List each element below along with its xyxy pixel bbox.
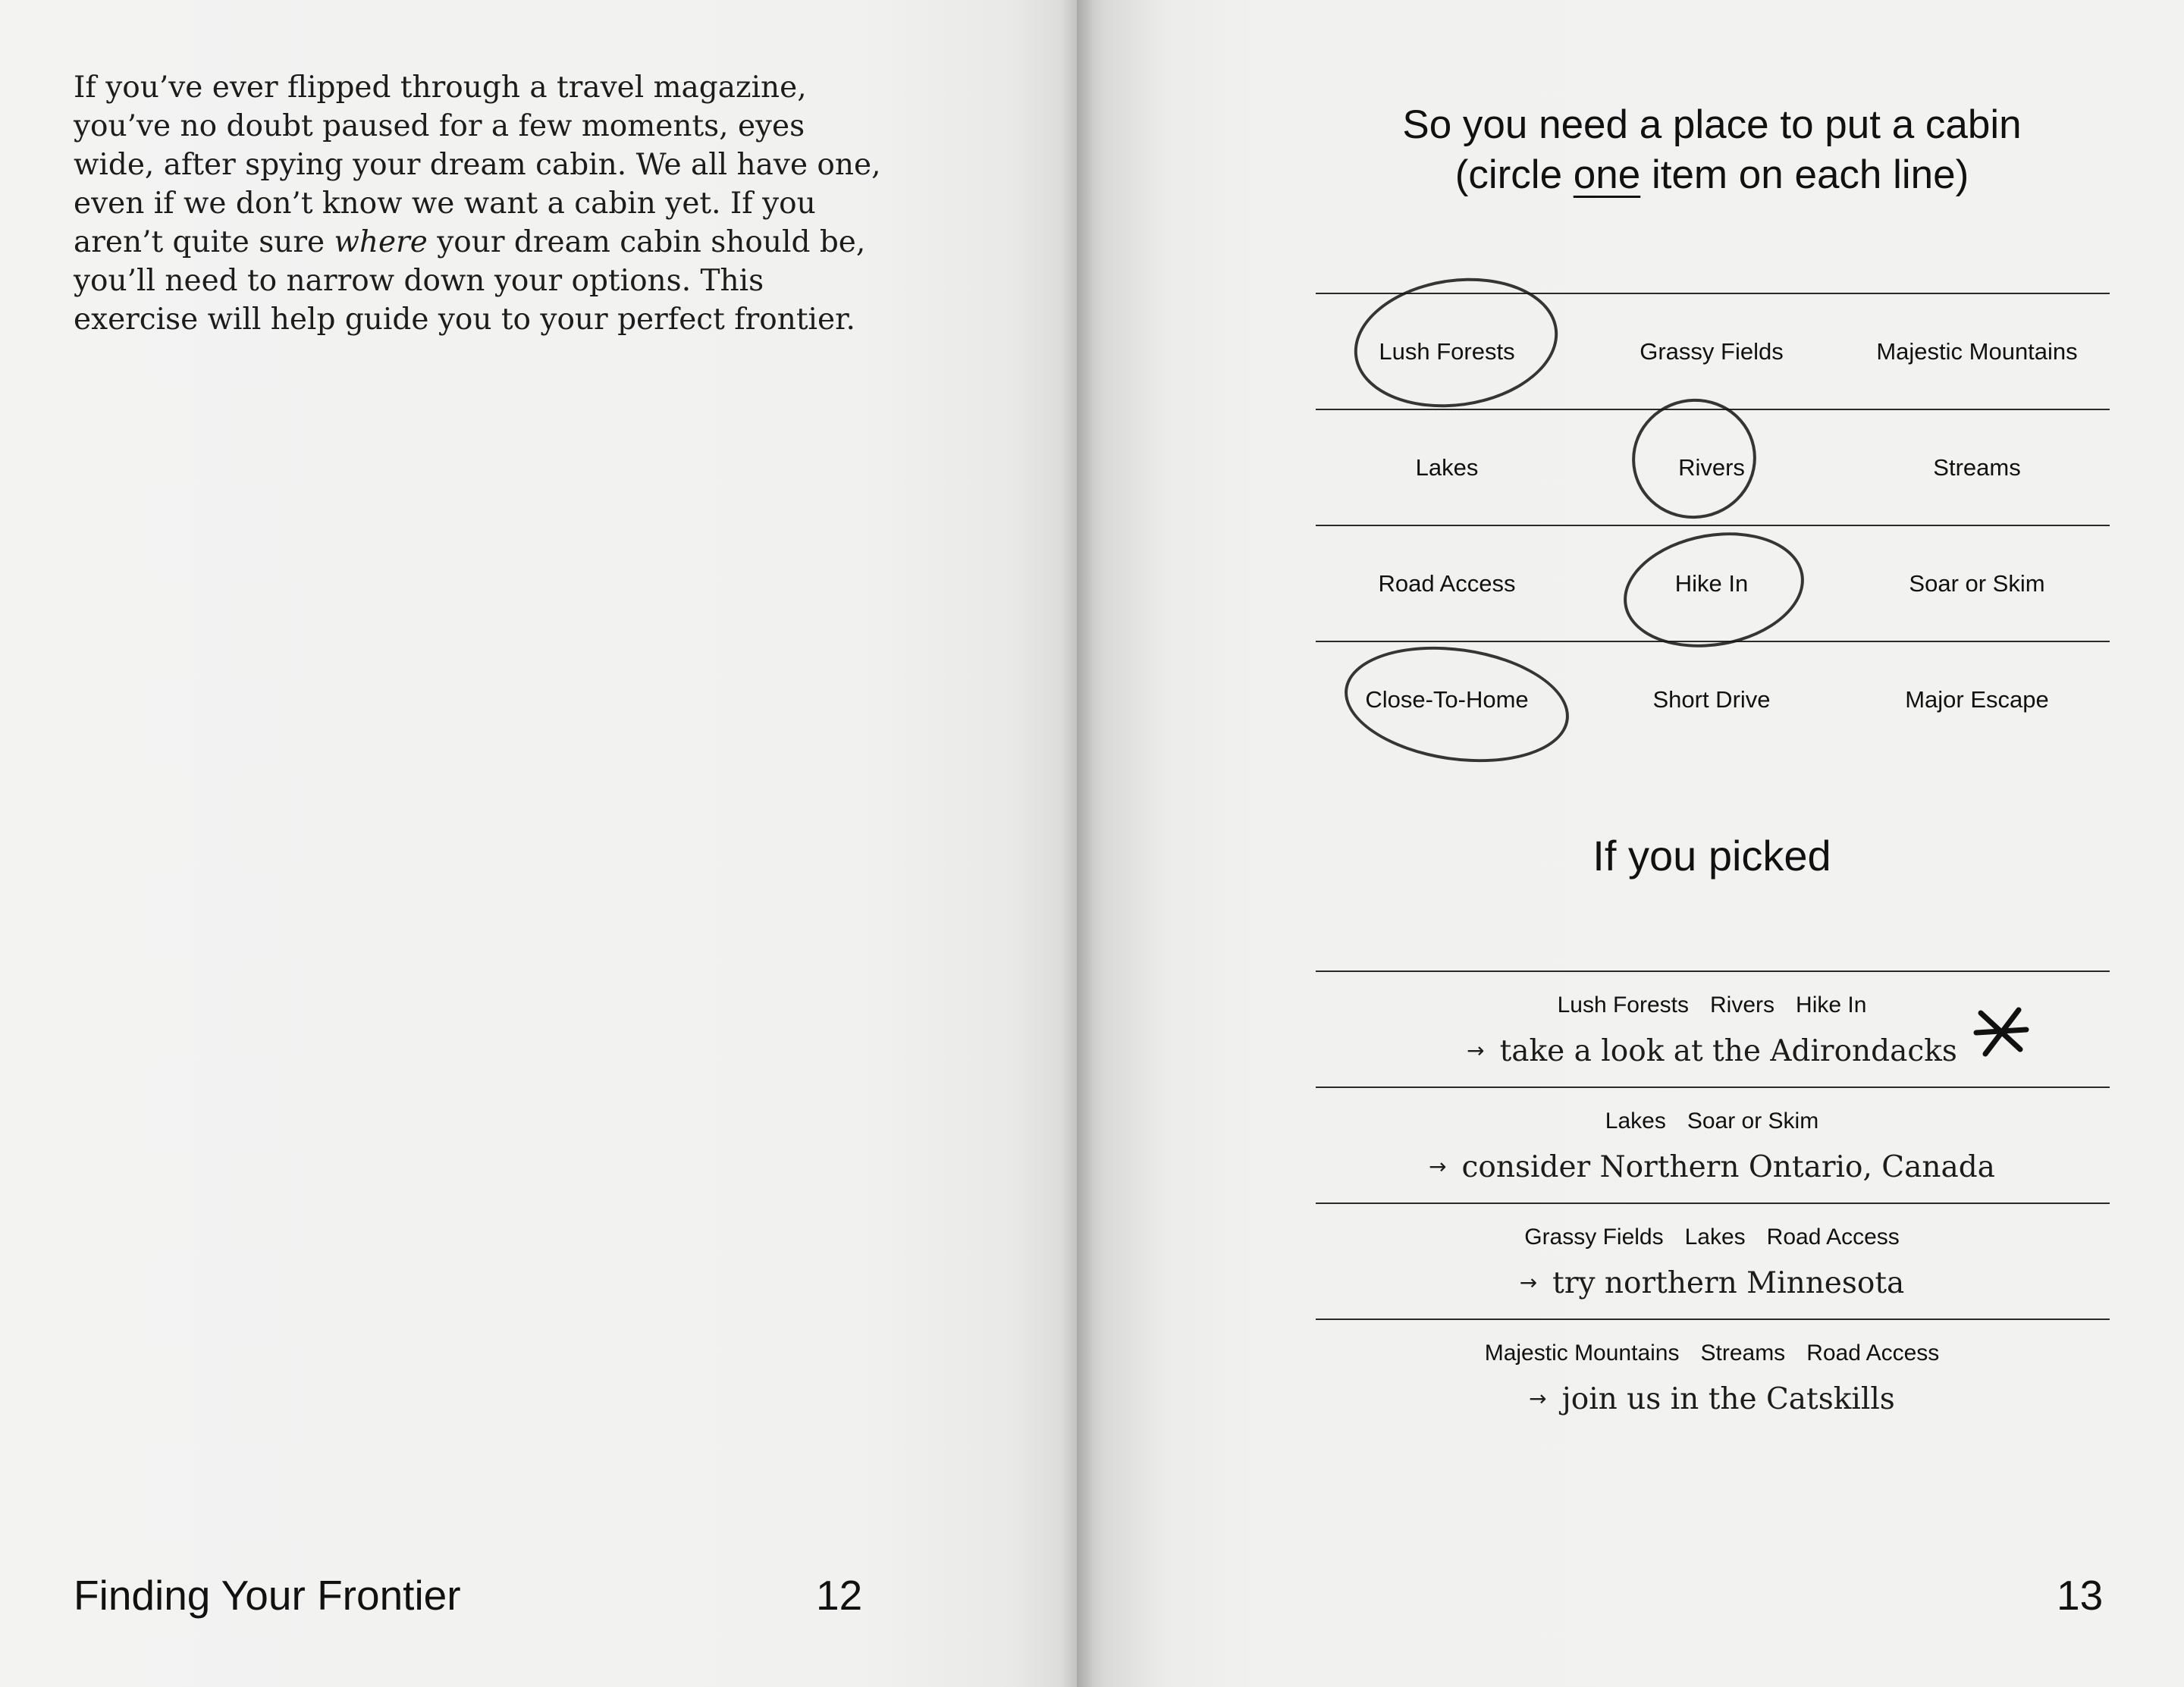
option-majestic-mountains[interactable]: Majestic Mountains <box>1876 338 2078 365</box>
result-tag: Rivers <box>1710 992 1775 1018</box>
result-line-4 <box>1316 1382 2108 1416</box>
result-tag: Soar or Skim <box>1687 1108 1819 1134</box>
if-you-picked-heading: If you picked <box>1592 832 1831 880</box>
exercise-heading-line1: So you need a place to put a cabin <box>1402 102 2022 147</box>
result-tags-2 <box>1316 1108 2108 1134</box>
exercise-heading-line2 <box>1316 150 2108 200</box>
arrow-right-icon: → <box>1519 1270 1538 1295</box>
arrow-right-icon: → <box>1429 1154 1447 1179</box>
option-close-to-home[interactable]: Close-To-Home <box>1365 686 1529 713</box>
option-road-access[interactable]: Road Access <box>1378 570 1516 597</box>
heading-instruction-pre: (circle <box>1454 152 1574 197</box>
result-tag: Road Access <box>1806 1341 1940 1366</box>
option-hike-in[interactable]: Hike In <box>1674 570 1749 597</box>
arrow-right-icon: → <box>1529 1386 1547 1411</box>
result-tag: Streams <box>1700 1341 1786 1366</box>
result-rule <box>1316 970 2110 972</box>
result-destination: try northern Minnesota <box>1552 1266 1905 1300</box>
page-number-left: 12 <box>816 1572 863 1619</box>
result-destination: take a look at the Adirondacks <box>1499 1034 1957 1068</box>
result-line-3 <box>1316 1266 2108 1300</box>
option-lush-forests[interactable]: Lush Forests <box>1379 338 1515 365</box>
result-tags-3 <box>1316 1224 2108 1250</box>
result-tags-4 <box>1316 1341 2108 1366</box>
option-grassy-fields[interactable]: Grassy Fields <box>1640 338 1784 365</box>
asterisk-icon <box>1972 1002 2032 1063</box>
result-rule <box>1316 1087 2110 1088</box>
result-tag: Majestic Mountains <box>1484 1341 1680 1366</box>
arrow-right-icon: → <box>1467 1038 1485 1063</box>
option-short-drive[interactable]: Short Drive <box>1652 686 1771 713</box>
result-tag: Lakes <box>1605 1108 1666 1134</box>
result-tag: Hike In <box>1796 992 1867 1018</box>
option-streams[interactable]: Streams <box>1933 454 2021 481</box>
page-number-right: 13 <box>2057 1572 2104 1619</box>
grid-rule <box>1316 525 2110 526</box>
result-tag: Lakes <box>1684 1224 1746 1250</box>
intro-emphasis: where <box>334 225 428 259</box>
intro-text-part2: your dream cabin should be, you’ll need to narrow down your options. This exercise will help guide you to your perfect frontier. <box>74 225 866 337</box>
option-major-escape[interactable]: Major Escape <box>1905 686 2049 713</box>
result-destination: join us in the Catskills <box>1561 1382 1895 1416</box>
result-rule <box>1316 1319 2110 1320</box>
result-destination: consider Northern Ontario, Canada <box>1461 1150 1995 1184</box>
option-rivers[interactable]: Rivers <box>1678 454 1745 481</box>
intro-text-part1: If you’ve ever flipped through a travel magazine, you’ve no doubt paused for a few moments, eyes wide, after spying your dream cabin. We all have one, even if we don’t know we want a cabin yet. If you aren’t quite sure <box>74 71 881 259</box>
option-soar-or-skim[interactable]: Soar or Skim <box>1909 570 2045 597</box>
running-footer-title: Finding Your Frontier <box>74 1572 461 1619</box>
result-rule <box>1316 1203 2110 1204</box>
heading-instruction-post: item on each line) <box>1640 152 1969 197</box>
result-tag: Grassy Fields <box>1524 1224 1664 1250</box>
book-gutter <box>1062 0 1092 1687</box>
result-line-2 <box>1316 1150 2108 1184</box>
heading-underlined-word: one <box>1573 152 1641 197</box>
option-lakes[interactable]: Lakes <box>1415 454 1479 481</box>
result-tag: Road Access <box>1766 1224 1900 1250</box>
intro-paragraph <box>74 68 893 339</box>
result-tag: Lush Forests <box>1557 992 1690 1018</box>
